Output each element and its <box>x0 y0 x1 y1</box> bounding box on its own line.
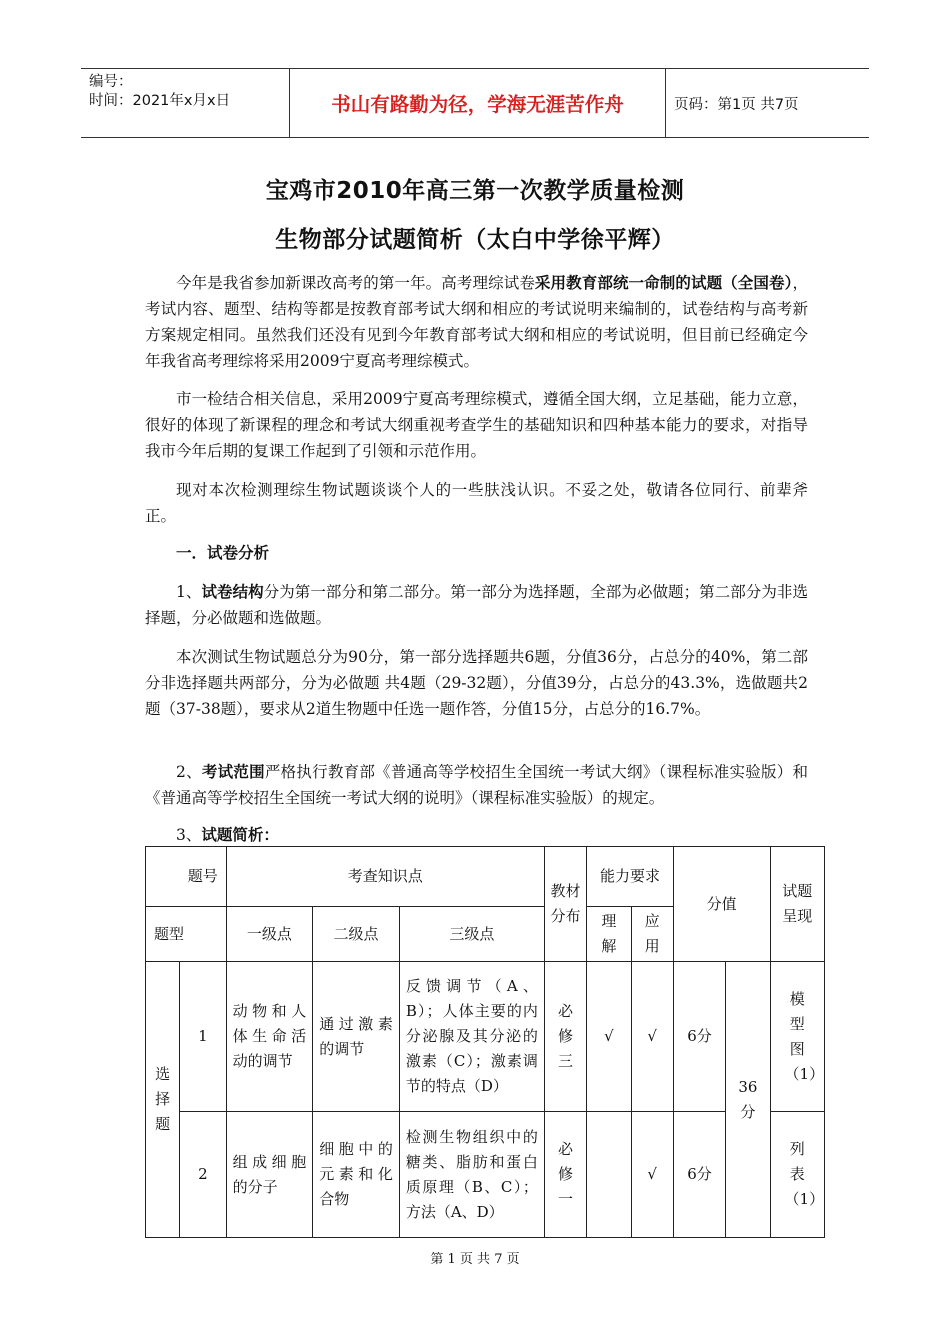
date-label: 时间：2021年x月x日 <box>89 93 231 109</box>
intro-paragraph-3: 现对本次检测理综生物试题谈谈个人的一些肤浅认识。不妥之处，敬请各位同行、前辈斧正。 <box>145 481 808 525</box>
row-score: 6分 <box>673 1112 725 1238</box>
header-ability: 能力要求 <box>587 847 674 907</box>
header-meta <box>81 69 290 137</box>
document-title: 宝鸡市2010年高三第一次教学质量检测 <box>265 178 685 204</box>
header-page-label: 页码：第1页 共7页 <box>674 96 799 113</box>
row-presentation: 列表（1） <box>770 1112 824 1238</box>
row-level1: 组成细胞的分子 <box>226 1112 313 1238</box>
row-level3: 检测生物组织中的糖类、脂肪和蛋白质原理（B、C）；方法（A、D） <box>399 1112 544 1238</box>
question-type-label: 选择题 <box>146 962 180 1238</box>
row-understand: √ <box>587 962 631 1112</box>
row-number: 2 <box>180 1112 226 1238</box>
document-subtitle: 生物部分试题简析（太白中学徐平辉） <box>275 227 675 253</box>
intro-paragraph-1: 今年是我省参加新课改高考的第一年。高考理综试卷采用教育部统一命制的试题（全国卷），考试内容、题型、结构等都是按教育部考试大纲和相应的考试说明来编制的，试卷结构与高考新方案规定相同。虽然我们还没有见到今年教育部考试大纲和相应的考试说明，但目前已经确定今年我省高考理综将采用2009宁夏高考理综模式。 <box>145 273 808 370</box>
header-score: 分值 <box>673 847 770 962</box>
section-2-scope <box>145 759 808 811</box>
analysis-table <box>145 846 825 1238</box>
page-footer: 第 1 页 共 7 页 <box>430 1252 520 1267</box>
section-1-structure <box>145 579 808 631</box>
header-question-number: 题号 <box>146 847 227 907</box>
number-label: 编号： <box>89 74 133 90</box>
score-paragraph: 本次测试生物试题总分为90分，第一部分选择题共6题，分值36分，占总分的40%，第二部分非选择题共两部分，分为必做题 共4题（29-32题），分值39分，占总分的43.3%，选做题共2题（37-38题），要求从2道生物题中任选一题作答，分值15分，占总分的16.7%。 <box>145 648 808 718</box>
header-textbook: 教材分布 <box>544 847 586 962</box>
header-understand: 理解 <box>587 907 631 962</box>
structure-paragraph: 1、试卷结构分为第一部分和第二部分。第一部分为选择题，全部为必做题；第二部分为非选择题，分必做题和选做题。 <box>145 582 808 627</box>
row-score: 6分 <box>673 962 725 1112</box>
table-row <box>146 962 825 1112</box>
intro-section <box>145 270 808 374</box>
intro-section-3 <box>145 477 808 529</box>
row-level3: 反馈调节（A、B）；人体主要的内分泌腺及其分泌的激素（C）；激素调节的特点（D） <box>399 962 544 1112</box>
intro-section-2 <box>145 386 808 464</box>
total-score: 36分 <box>726 962 770 1238</box>
header-apply: 应用 <box>631 907 673 962</box>
section-heading-wrap <box>145 540 808 566</box>
row-apply: √ <box>631 962 673 1112</box>
row-apply: √ <box>631 1112 673 1238</box>
header-knowledge: 考查知识点 <box>226 847 544 907</box>
row-level2: 细胞中的元素和化合物 <box>313 1112 400 1238</box>
table-row <box>146 1112 825 1238</box>
row-understand <box>587 1112 631 1238</box>
row-level2: 通过激素的调节 <box>313 962 400 1112</box>
intro-paragraph-2: 市一检结合相关信息，采用2009宁夏高考理综模式，遵循全国大纲，立足基础，能力立意，很好的体现了新课程的理念和考试大纲重视考查学生的基础知识和四种基本能力的要求，对指导我市今年后期的复课工作起到了引领和示范作用。 <box>145 390 808 460</box>
analysis-heading: 3、试题简析： <box>176 825 279 844</box>
header-level1: 一级点 <box>226 907 313 962</box>
header-level2: 二级点 <box>313 907 400 962</box>
row-number: 1 <box>180 962 226 1112</box>
header-presentation: 试题呈现 <box>770 847 824 962</box>
section-3-analysis <box>145 822 808 848</box>
header-level3: 三级点 <box>399 907 544 962</box>
header-question-type: 题型 <box>146 907 227 962</box>
header-motto: 书山有路勤为径，学海无涯苦作舟 <box>290 69 666 137</box>
row-textbook: 必修一 <box>544 1112 586 1238</box>
row-presentation: 模型图（1） <box>770 962 824 1112</box>
section-heading: 一．试卷分析 <box>176 543 270 562</box>
scope-paragraph: 2、考试范围严格执行教育部《普通高等学校招生全国统一考试大纲》（课程标准实验版）和《普通高等学校招生全国统一考试大纲的说明》（课程标准实验版）的规定。 <box>145 762 808 807</box>
section-1-scores <box>145 644 808 722</box>
row-level1: 动物和人体生命活动的调节 <box>226 962 313 1112</box>
row-textbook: 必修三 <box>544 962 586 1112</box>
page-header <box>81 68 869 138</box>
